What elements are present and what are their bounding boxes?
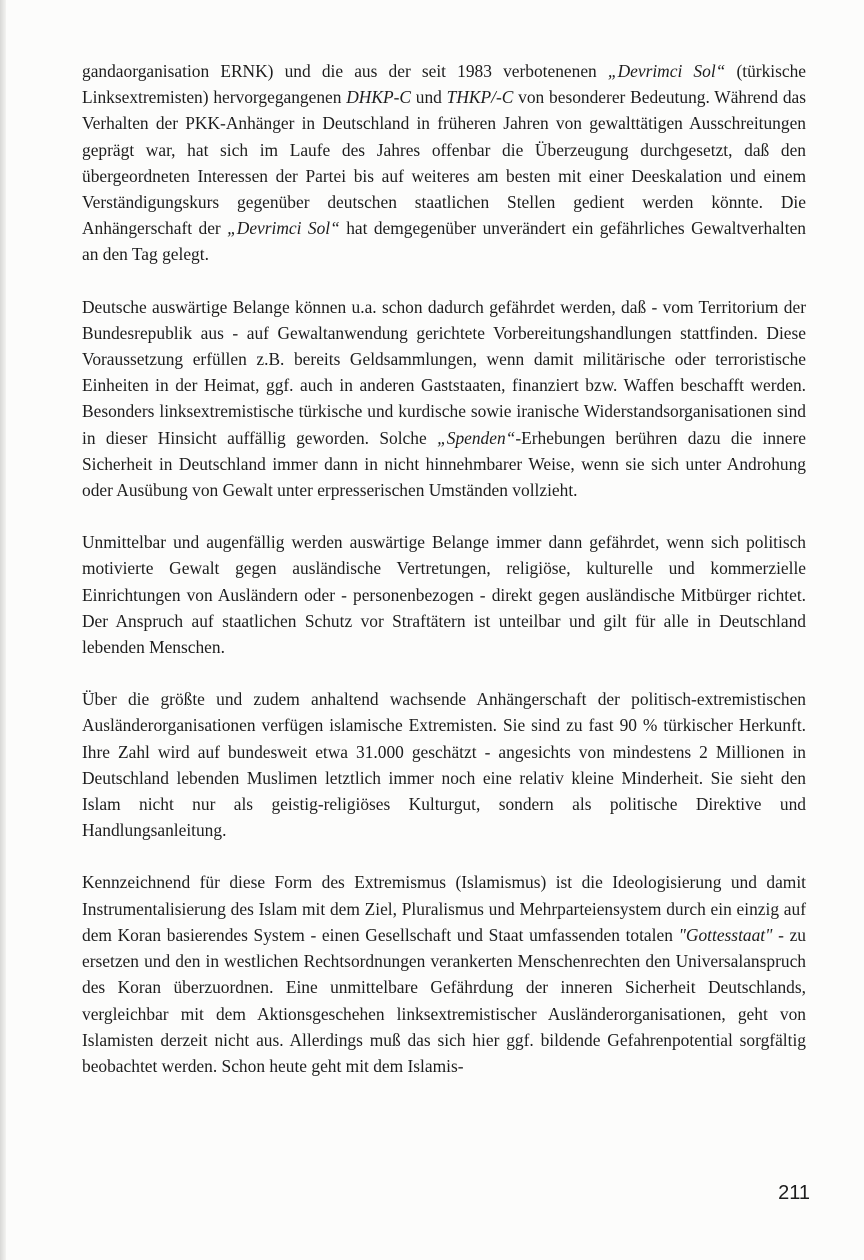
text-run: (türkische Linksextremisten) hervorgegangenen: [82, 61, 807, 108]
text-run: -Erhebungen berühren dazu die innere Sicherheit in Deutschland immer dann in nicht hinnehmbarer Weise, wenn sie sich unter Androhung oder Ausübung von Gewalt unter erpresserischen Umständen vollzieht.: [82, 427, 806, 501]
italic-term: „Devrimci Sol“: [227, 218, 340, 239]
text-run: Deutsche auswärtige Belange können u.a. schon dadurch gefährdet werden, daß - vom Territorium der Bundesrepublik aus - auf Gewaltanwendung gerichtete Vorbereitungshandlungen stattfinden. Diese Voraussetzung erfüllen z.B. bereits Geldsammlungen, wenn damit militärische oder terroristische Einheiten in der Heimat, ggf. auch in anderen Gaststaaten, finanziert bzw. Waffen beschafft werden. Besonders linksextremistische türkische und kurdische sowie iranische Widerstandsorganisationen sind in dieser Hinsicht auffällig geworden. Solche: [82, 296, 806, 448]
italic-term: THKP/-C: [446, 87, 514, 108]
text-run: Unmittelbar und augenfällig werden auswärtige Belange immer dann gefährdet, wenn sich politisch motivierte Gewalt gegen ausländische Vertretungen, religiöse, kulturelle und kommerzielle Einrichtungen von Ausländern oder - personenbezogen - direkt gegen ausländische Mitbürger richtet. Der Anspruch auf staatlichen Schutz vor Straftätern ist unteilbar und gilt für alle in Deutschland lebenden Menschen.: [82, 532, 806, 658]
text-run: und: [410, 87, 447, 108]
paragraph: [82, 58, 806, 268]
text-run: gandaorganisation ERNK) und die aus der seit 1983 verbotenenen: [82, 61, 608, 81]
italic-term: DHKP-C: [346, 87, 411, 108]
italic-term: „Devrimci Sol“: [607, 61, 726, 81]
text-run: Über die größte und zudem anhaltend wachsende Anhängerschaft der politisch-extremistischen Ausländerorganisationen verfügen islamische Extremisten. Sie sind zu fast 90 % türkischer Herkunft. Ihre Zahl wird auf bundesweit etwa 31.000 geschätzt - angesichts von mindestens 2 Millionen in Deutschland lebenden Muslimen letztlich immer noch eine relativ kleine Minderheit. Sie sieht den Islam nicht nur als geistig-religiöses Kulturgut, sondern als politische Direktive und Handlungsanleitung.: [82, 689, 806, 841]
page-binding-edge: [0, 0, 6, 1260]
paragraph: [82, 869, 806, 1079]
body-text: [82, 58, 806, 1079]
text-run: hat demgegenüber unverändert ein gefährliches Gewaltverhalten an den Tag gelegt.: [82, 218, 807, 265]
paragraph: [82, 529, 806, 660]
text-run: Kennzeichnend für diese Form des Extremismus (Islamismus) ist die Ideologisierung und damit Instrumentalisierung des Islam mit dem Ziel, Pluralismus und Mehrparteiensystem durch ein einzig auf dem Koran basierendes System - einen Gesellschaft und Staat umfassenden totalen: [82, 872, 806, 945]
page-number: 211: [778, 1182, 810, 1204]
paragraph: [82, 294, 806, 504]
paragraph: [82, 686, 806, 843]
text-run: von besonderer Bedeutung. Während das Verhalten der PKK-Anhänger in Deutschland in früheren Jahren von gewalttätigen Ausschreitungen geprägt war, hat sich im Laufe des Jahres offenbar die Überzeugung durchgesetzt, daß den übergeordneten Interessen der Partei bis auf weiteres am besten mit einer Deeskalation und einem Verständigungskurs gegenüber deutschen staatlichen Stellen gedient werden könnte. Die Anhängerschaft der: [82, 87, 807, 239]
italic-term: "Gottesstaat": [678, 924, 773, 945]
italic-term: „Spenden“: [437, 427, 516, 448]
text-run: - zu ersetzen und den in westlichen Rechtsordnungen verankerten Menschenrechten den Universalanspruch des Koran überzuordnen. Eine unmittelbare Gefährdung der inneren Sicherheit Deutschlands, vergleichbar mit dem Aktionsgeschehen linksextremistischer Ausländerorganisationen, geht von Islamisten derzeit nicht aus. Allerdings muß das sich hier ggf. bildende Gefahrenpotential sorgfältig beobachtet werden. Schon heute geht mit dem Islamis-: [82, 924, 807, 1076]
